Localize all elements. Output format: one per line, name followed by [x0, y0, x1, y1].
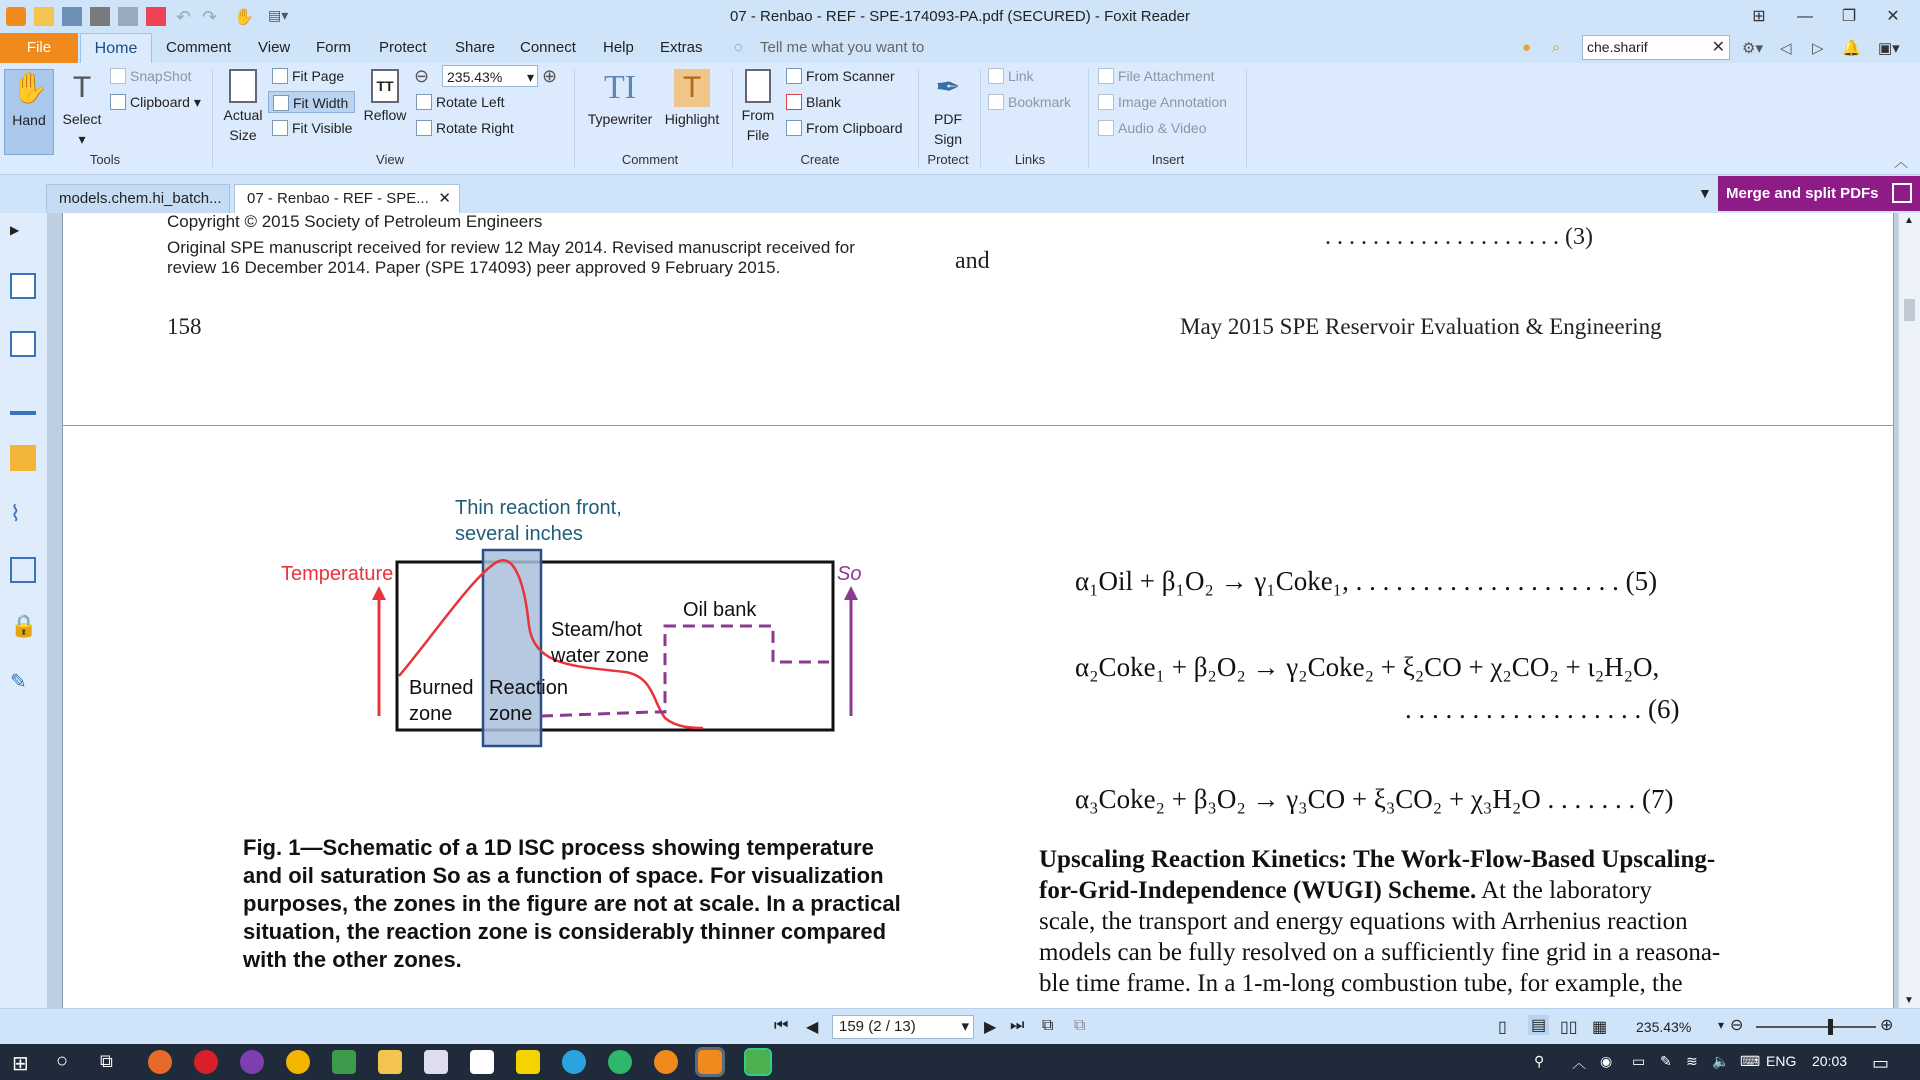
select-button[interactable]	[58, 69, 106, 149]
highlight-button[interactable]	[660, 69, 724, 129]
continuous-page-icon[interactable]: ▤	[1528, 1015, 1549, 1035]
fit-page-button[interactable]	[272, 65, 344, 87]
select-text-icon: T	[72, 71, 92, 104]
steam-label-2: water zone	[551, 645, 649, 667]
layers-icon[interactable]	[10, 389, 36, 415]
so-arrowhead	[844, 586, 858, 600]
next-page-icon[interactable]: ▶	[984, 1019, 997, 1036]
vertical-scrollbar[interactable]	[1898, 213, 1920, 1008]
image-icon	[1098, 94, 1114, 110]
scanner-icon	[786, 68, 802, 84]
sign-person-icon[interactable]: ✎	[10, 671, 27, 693]
reflow-label: Reflow	[363, 107, 407, 123]
reaction-label-1: Reaction	[489, 677, 568, 699]
vpn-tray-icon[interactable]: ◉	[1600, 1053, 1613, 1069]
tab-list-dropdown-icon[interactable]: ▼	[1698, 185, 1712, 201]
merge-split-button[interactable]	[1718, 176, 1920, 211]
audio-video-button[interactable]	[1098, 117, 1206, 139]
from-file-icon	[745, 69, 771, 103]
tab-connect[interactable]: Connect	[520, 39, 576, 56]
continuous-facing-icon[interactable]: ▦	[1592, 1019, 1608, 1036]
body-line-4: ble time frame. In a 1-m-long combustion tube, for example, the	[1039, 970, 1683, 997]
actual-size-label-2: Size	[229, 127, 257, 143]
group-label-protect: Protect	[927, 152, 969, 167]
blank-label: Blank	[806, 94, 842, 110]
equation-7: α₃Coke₂ + β₃O₂ → γ₃CO + ξ₃CO₂ + χ₃H₂O . . . . . . . (7)	[1075, 784, 1674, 814]
close-button[interactable]: ✕	[1886, 8, 1900, 25]
scroll-thumb[interactable]	[1904, 299, 1915, 321]
ribbon	[0, 63, 1920, 175]
image-annotation-label: Image Annotation	[1118, 94, 1227, 110]
fit-width-label: Fit Width	[293, 95, 349, 111]
user-icon[interactable]: ▣▾	[1878, 40, 1900, 57]
bell-icon[interactable]: 🔔	[1842, 40, 1861, 57]
oil-bank-label: Oil bank	[683, 599, 757, 621]
next-result-icon[interactable]: ▷	[1812, 40, 1824, 57]
tab-protect[interactable]: Protect	[379, 39, 427, 56]
select-label: Select	[62, 111, 102, 127]
paste-icon	[786, 120, 802, 136]
windows-taskbar	[0, 1044, 1920, 1080]
tab-view[interactable]: View	[258, 39, 291, 56]
scroll-down-icon[interactable]: ▼	[1904, 995, 1914, 1006]
doc-tab-renbao[interactable]	[234, 184, 460, 213]
rotate-left-icon	[416, 94, 432, 110]
orange-app-icon[interactable]	[654, 1050, 678, 1074]
fit-width-icon	[273, 95, 289, 111]
group-label-comment: Comment	[621, 152, 679, 167]
tab-comment[interactable]: Comment	[166, 39, 232, 56]
group-divider	[732, 69, 733, 167]
sticky-notes-icon[interactable]	[516, 1050, 540, 1074]
battery-icon[interactable]: ▭	[1632, 1053, 1646, 1069]
manuscript-text-2: review 16 December 2014. Paper (SPE 174093) peer approved 9 February 2015.	[167, 258, 781, 277]
telegram-icon[interactable]	[562, 1050, 586, 1074]
status-zoom[interactable]: 235.43%	[1636, 1019, 1692, 1035]
temperature-label: Temperature	[281, 563, 394, 585]
task-view-icon[interactable]: ⧉	[100, 1051, 113, 1071]
actual-size-label-1: Actual	[223, 107, 263, 123]
pdf-sign-label-1: PDF	[934, 111, 962, 127]
hand-button[interactable]	[4, 69, 54, 155]
equation-6-leader: . . . . . . . . . . . . . . . . . . (6)	[1405, 694, 1680, 724]
from-clipboard-label: From Clipboard	[806, 120, 903, 136]
fit-visible-button[interactable]	[272, 117, 352, 139]
first-page-icon[interactable]: ⏮	[774, 1017, 789, 1034]
body-line-3: models can be fully resolved on a sufficiently fine grid in a reasona-	[1039, 939, 1721, 966]
file-explorer-icon[interactable]	[378, 1050, 402, 1074]
file-attachment-label: File Attachment	[1118, 68, 1215, 84]
pages-icon[interactable]	[10, 331, 36, 357]
zoom-out-status-icon[interactable]: ⊖	[1730, 1017, 1744, 1034]
reaction-label-2: zone	[489, 703, 533, 725]
hand-label: Hand	[12, 112, 46, 128]
attachments-icon[interactable]: ⌇	[10, 501, 21, 526]
prev-page-icon[interactable]: ◀	[806, 1019, 819, 1036]
from-file-label-2: File	[746, 127, 770, 143]
link-icon	[988, 68, 1004, 84]
from-clipboard-button[interactable]	[786, 117, 902, 139]
group-divider	[574, 69, 575, 167]
body-line	[1039, 875, 1789, 906]
people-icon[interactable]: ⚲	[1534, 1053, 1545, 1069]
group-divider	[212, 69, 213, 167]
keyboard-icon[interactable]: ⌨	[1740, 1053, 1761, 1069]
snapshot-label: SnapShot	[130, 68, 192, 84]
zoom-out-icon[interactable]: ⊖	[414, 66, 430, 86]
group-divider	[1246, 69, 1247, 167]
title-bar	[0, 0, 1920, 33]
highlight-icon: T	[674, 69, 710, 107]
page-number-input[interactable]: 159 (2 / 13) ▾	[832, 1015, 974, 1039]
comments-icon[interactable]	[10, 445, 36, 471]
camera-icon	[110, 68, 126, 84]
bookmark-label: Bookmark	[1008, 94, 1072, 110]
opera-icon[interactable]	[194, 1050, 218, 1074]
hand-tool-icon[interactable]: ✋	[234, 9, 254, 26]
image-annotation-button[interactable]	[1098, 91, 1227, 113]
zoom-slider-thumb[interactable]	[1828, 1019, 1833, 1035]
find-icon[interactable]: ⌕	[1552, 39, 1561, 56]
signatures-icon[interactable]	[10, 557, 36, 583]
customize-icon[interactable]: ▤▾	[268, 7, 289, 23]
burned-label-2: zone	[409, 703, 453, 725]
ribbon-display-icon[interactable]: ⊞	[1752, 8, 1766, 25]
wifi-icon[interactable]: ≋	[1686, 1053, 1698, 1069]
file-attachment-button[interactable]	[1098, 65, 1215, 87]
document-viewer[interactable]	[48, 213, 1898, 1008]
front-label-2: several inches	[455, 523, 583, 545]
tor-icon[interactable]	[240, 1050, 264, 1074]
group-divider	[918, 69, 919, 167]
from-file-label-1: From	[741, 107, 775, 123]
undo-icon[interactable]: ↶	[176, 7, 192, 27]
typewriter-icon: TI	[603, 69, 637, 106]
reflow-button[interactable]	[360, 69, 410, 125]
zoom-in-icon[interactable]: ⊕	[542, 66, 558, 86]
facing-page-icon[interactable]: ▯▯	[1560, 1019, 1578, 1036]
foxit-taskbar-icon[interactable]	[698, 1050, 722, 1074]
search-circle-icon[interactable]: ○	[56, 1050, 69, 1072]
volume-icon[interactable]: 🔈	[1712, 1053, 1730, 1069]
tell-me-input[interactable]: Tell me what you want to	[760, 39, 925, 56]
mail-app-icon[interactable]	[470, 1050, 494, 1074]
bookmark-button[interactable]	[988, 91, 1071, 113]
equation-3-leader: . . . . . . . . . . . . . . . . . . . . (3)	[1325, 224, 1593, 250]
fit-visible-label: Fit Visible	[292, 120, 353, 136]
section-heading-cont: for-Grid-Independence (WUGI) Scheme.	[1039, 877, 1477, 904]
tab-form[interactable]: Form	[316, 39, 351, 56]
next-view-icon[interactable]: ⧉	[1074, 1017, 1086, 1034]
fit-page-label: Fit Page	[292, 68, 345, 84]
fit-visible-icon	[272, 120, 288, 136]
group-label-insert: Insert	[1151, 152, 1185, 167]
minimize-button[interactable]: —	[1797, 8, 1813, 25]
zoom-value: 235.43%	[447, 69, 503, 85]
body-line-2: scale, the transport and energy equations with Arrhenius reaction	[1039, 908, 1688, 935]
equation-5: α₁Oil + β₁O₂ → γ₁Coke₁, . . . . . . . . . . . . . . . . . . . . (5)	[1075, 566, 1658, 596]
rotate-left-label: Rotate Left	[436, 94, 505, 110]
tab-file[interactable]: File	[0, 33, 78, 63]
caption-line: Fig. 1—Schematic of a 1D ISC process showing temperature	[243, 835, 874, 860]
search-input[interactable]	[1582, 35, 1730, 60]
zoom-in-status-icon[interactable]: ⊕	[1880, 1017, 1894, 1034]
settings-icon[interactable]: ⚙▾	[1742, 40, 1763, 57]
prev-result-icon[interactable]: ◁	[1780, 40, 1792, 57]
clipboard-label: Clipboard	[130, 94, 190, 110]
group-label-tools: Tools	[89, 152, 121, 167]
steam-label-1: Steam/hot	[551, 619, 643, 641]
front-label-1: Thin reaction front,	[455, 497, 622, 519]
clipboard-button[interactable]: Clipboard ▾	[110, 91, 201, 113]
language-indicator[interactable]: ENG	[1766, 1053, 1797, 1069]
rotate-left-button[interactable]	[416, 91, 505, 113]
journal-footer: May 2015 SPE Reservoir Evaluation & Engineering	[1180, 314, 1662, 339]
reflow-icon: TT	[371, 69, 399, 103]
audio-video-label: Audio & Video	[1118, 120, 1207, 136]
hand-icon: ✋	[11, 72, 49, 105]
typewriter-label: Typewriter	[587, 111, 653, 127]
tab-share[interactable]: Share	[455, 39, 496, 56]
pdf-sign-label-2: Sign	[933, 131, 963, 147]
section-heading: Upscaling Reaction Kinetics: The Work-Flow-Based Upscaling-	[1039, 846, 1716, 873]
rotate-right-button[interactable]	[416, 117, 514, 139]
group-divider	[980, 69, 981, 167]
temperature-arrowhead	[372, 586, 386, 600]
zoom-slider[interactable]	[1756, 1026, 1876, 1028]
page-indicator: 159 (2 / 13)	[839, 1018, 916, 1035]
tab-home[interactable]: Home	[80, 33, 152, 65]
zoom-select[interactable]: 235.43% ▾	[442, 65, 538, 87]
chrome-icon[interactable]	[286, 1050, 310, 1074]
caption-line: situation, the reaction zone is considerably thinner compared	[243, 919, 887, 944]
sigma-app-icon[interactable]	[332, 1050, 356, 1074]
document-tabs-bar	[0, 175, 1920, 213]
pen-icon: ✒	[935, 71, 961, 104]
restore-button[interactable]: ❐	[1841, 8, 1857, 25]
highlight-label: Highlight	[664, 111, 720, 127]
actual-size-icon	[229, 69, 257, 103]
windows-start-icon[interactable]: ⊞	[12, 1053, 29, 1075]
collapse-ribbon-icon[interactable]: ︿	[1894, 154, 1908, 170]
group-label-links: Links	[1014, 152, 1046, 167]
window-title: 07 - Renbao - REF - SPE-174093-PA.pdf (SECURED) - Foxit Reader	[730, 8, 1190, 25]
single-page-icon[interactable]: ▯	[1498, 1019, 1507, 1036]
scroll-up-icon[interactable]: ▲	[1904, 215, 1914, 226]
tab-help[interactable]: Help	[603, 39, 634, 56]
attachment-icon	[1098, 68, 1114, 84]
from-file-button[interactable]	[736, 69, 780, 145]
page-number: 158	[167, 314, 202, 339]
isc-schematic-figure	[233, 496, 1013, 816]
and-text: and	[955, 248, 990, 274]
figure-caption	[243, 834, 993, 974]
snapshot-button[interactable]	[110, 65, 192, 87]
link-button[interactable]	[988, 65, 1034, 87]
rotate-right-icon	[416, 120, 432, 136]
bookmarks-icon[interactable]	[10, 273, 36, 299]
blank-button[interactable]	[786, 91, 841, 113]
close-tab-icon[interactable]: ✕	[438, 190, 451, 207]
caption-line: with the other zones.	[243, 947, 462, 972]
caption-line: purposes, the zones in the figure are not at scale. In a practical	[243, 891, 901, 916]
store-icon[interactable]	[424, 1050, 448, 1074]
pdf-sign-button[interactable]	[924, 69, 972, 149]
firefox-icon[interactable]	[148, 1050, 172, 1074]
feedback-icon[interactable]: ●	[1522, 39, 1532, 56]
caption-line: and oil saturation So as a function of space. For visualization	[243, 863, 884, 888]
doc-tab-models[interactable]	[46, 184, 230, 213]
so-label: So	[837, 563, 862, 585]
body-paragraph	[1039, 844, 1789, 999]
zoom-dropdown-icon[interactable]: ▾	[1718, 1018, 1725, 1032]
prev-view-icon[interactable]: ⧉	[1042, 1017, 1054, 1034]
security-lock-icon[interactable]: 🔒	[10, 613, 38, 638]
manuscript-text-1: Original SPE manuscript received for review 12 May 2014. Revised manuscript received for	[167, 238, 855, 257]
last-page-icon[interactable]: ⏭	[1010, 1017, 1025, 1034]
search-value: che.sharif	[1587, 39, 1648, 55]
actual-size-button[interactable]	[218, 69, 268, 145]
from-scanner-label: From Scanner	[806, 68, 895, 84]
merge-icon	[1892, 183, 1912, 203]
from-scanner-button[interactable]	[786, 65, 895, 87]
video-icon	[1098, 120, 1114, 136]
pdf-page-159	[62, 425, 1894, 1008]
merge-split-label: Merge and split PDFs	[1726, 185, 1879, 202]
tab-extras[interactable]: Extras	[660, 39, 703, 56]
blank-page-icon	[786, 94, 802, 110]
vpn-shield-icon[interactable]	[608, 1050, 632, 1074]
group-label-create: Create	[800, 152, 840, 167]
pen-tray-icon[interactable]: ✎	[1660, 1053, 1672, 1069]
redo-icon[interactable]: ↷	[202, 7, 218, 27]
doc-tab-label: models.chem.hi_batch...	[59, 190, 222, 207]
clock[interactable]: 20:03	[1812, 1053, 1848, 1069]
burned-label-1: Burned	[409, 677, 474, 699]
typewriter-button[interactable]	[582, 69, 658, 129]
group-label-view: View	[376, 152, 404, 167]
left-navigation-panel	[0, 213, 48, 1008]
equation-6-main: α₂Coke₁ + β₂O₂ → γ₂Coke₂ + ξ₂CO + χ₂CO₂ + ι₂H₂O,	[1075, 652, 1660, 682]
tray-expand-icon[interactable]: ︿	[1572, 1055, 1586, 1071]
expand-panel-icon[interactable]: ▶	[10, 223, 20, 237]
copyright-text: Copyright © 2015 Society of Petroleum Engineers	[167, 213, 543, 231]
bookmark-icon	[988, 94, 1004, 110]
clipboard-icon	[110, 94, 126, 110]
lightbulb-icon: ◌	[734, 39, 743, 56]
select-dropdown-icon[interactable]: ▾	[78, 131, 86, 147]
doc-tab-label: 07 - Renbao - REF - SPE...	[247, 190, 429, 207]
rotate-right-label: Rotate Right	[436, 120, 514, 136]
link-label: Link	[1008, 68, 1034, 84]
status-bar	[0, 1008, 1920, 1044]
clear-search-icon[interactable]: ✕	[1711, 39, 1725, 56]
notifications-icon[interactable]: ▭	[1872, 1053, 1890, 1073]
fit-width-button[interactable]	[268, 91, 355, 113]
fit-page-icon	[272, 68, 288, 84]
group-divider	[1088, 69, 1089, 167]
teams-app-icon[interactable]	[746, 1050, 770, 1074]
body-line-1: At the laboratory	[1476, 877, 1652, 904]
